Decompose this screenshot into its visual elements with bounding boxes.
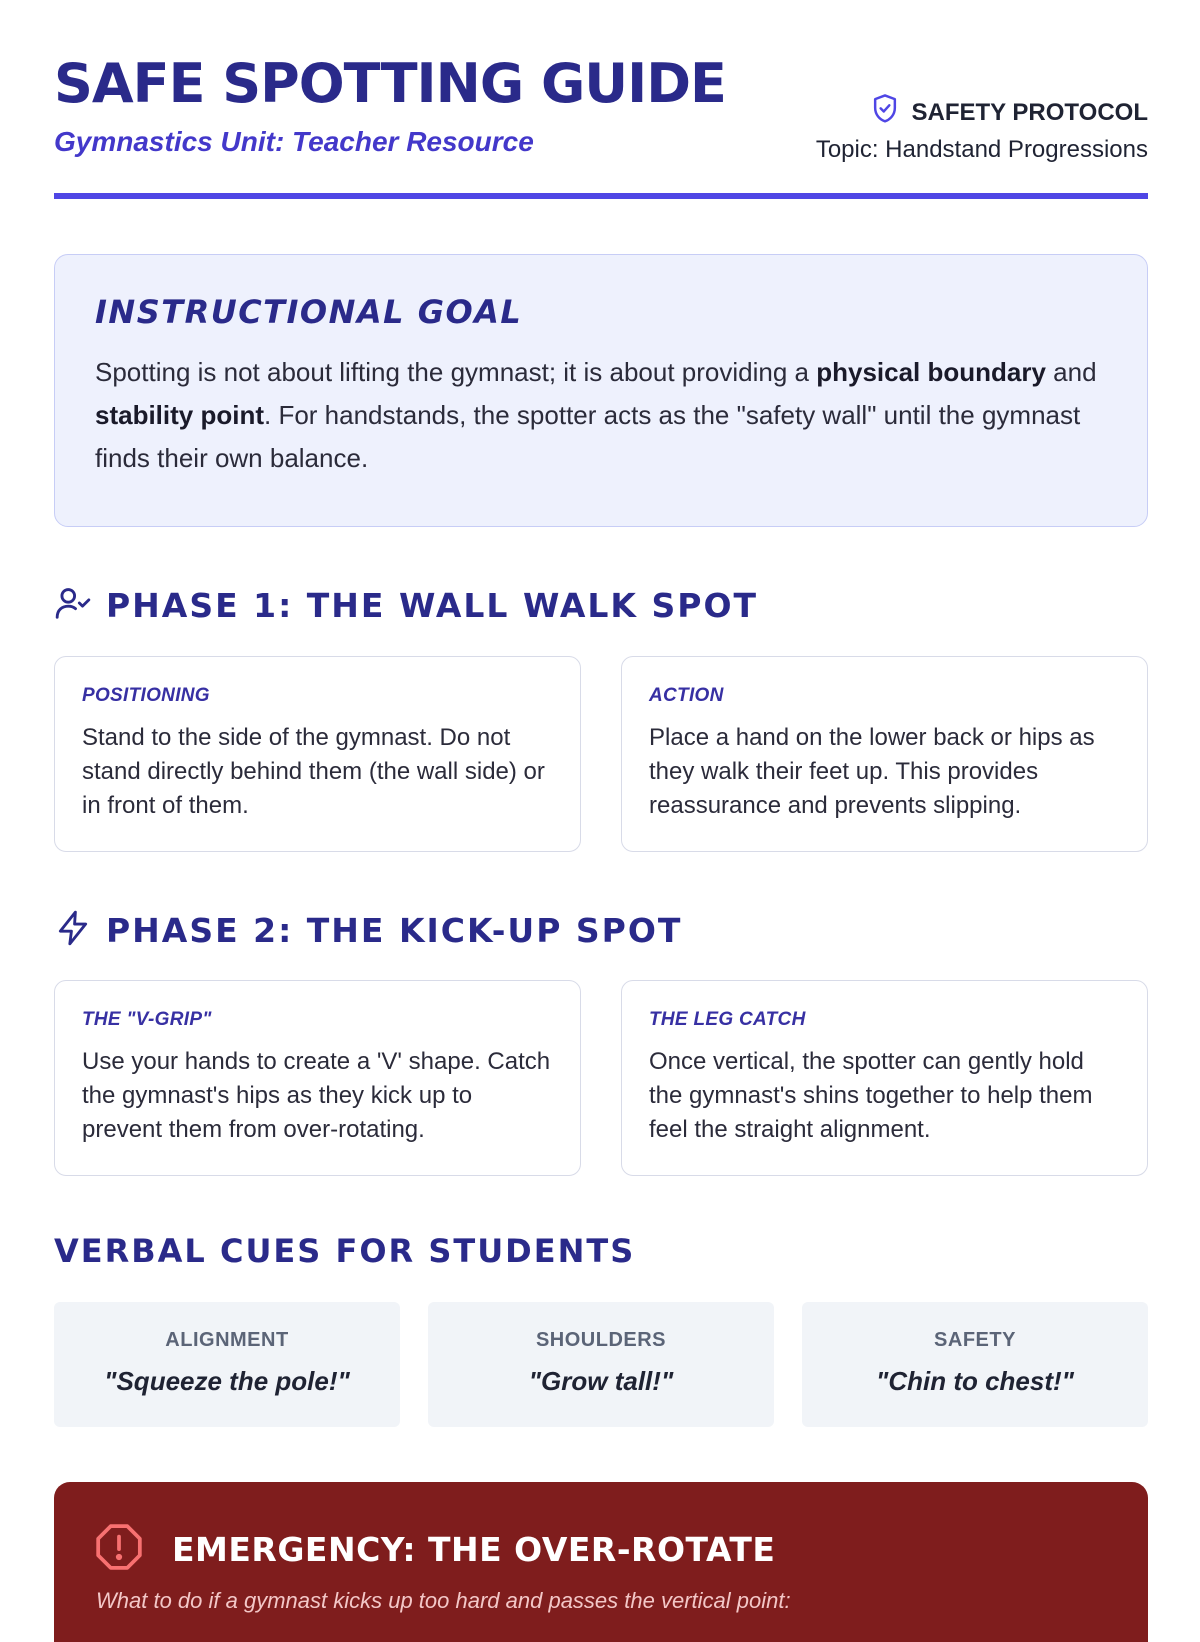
goal-text-part: . For handstands, the spotter acts as the "safety wall" until the gymnast finds their own balance.	[95, 400, 1081, 473]
card-label: ACTION	[649, 685, 724, 706]
goal-emphasis: stability point	[95, 400, 264, 430]
lightning-icon	[54, 908, 92, 953]
emergency-subtext: What to do if a gymnast kicks up too hard and passes the vertical point:	[96, 1588, 791, 1613]
emergency-heading: EMERGENCY: THE OVER-ROTATE	[172, 1530, 776, 1569]
shield-check-icon	[870, 93, 900, 132]
cue-text: "Squeeze the pole!"	[104, 1366, 350, 1396]
page-title: SAFE SPOTTING GUIDE	[54, 52, 726, 115]
user-check-icon	[54, 584, 92, 627]
card-text: Use your hands to create a 'V' shape. Catch the gymnast's hips as they kick up to prevent them from over-rotating.	[82, 1048, 551, 1143]
goal-heading: INSTRUCTIONAL GOAL	[95, 293, 523, 331]
phase2-heading: PHASE 2: THE KICK-UP SPOT	[106, 911, 683, 950]
cue-label: SHOULDERS	[535, 1329, 667, 1351]
card-text: Once vertical, the spotter can gently hold the gymnast's shins together to help them feel the straight alignment.	[649, 1048, 1093, 1143]
page-subtitle: Gymnastics Unit: Teacher Resource	[54, 126, 534, 157]
phase1-header	[54, 584, 758, 627]
cue-label: ALIGNMENT	[165, 1329, 289, 1351]
cue-card-alignment	[54, 1302, 400, 1427]
card-text: Stand to the side of the gymnast. Do not stand directly behind them (the wall side) or in front of them.	[82, 724, 545, 819]
phase2-card-v-grip	[54, 980, 581, 1176]
page	[54, 0, 1148, 1613]
safety-protocol-label: SAFETY PROTOCOL	[911, 98, 1148, 126]
cue-card-shoulders	[428, 1302, 774, 1427]
card-text: Place a hand on the lower back or hips as they walk their feet up. This provides reassurance and prevents slipping.	[649, 724, 1095, 819]
cue-text: "Chin to chest!"	[876, 1366, 1074, 1396]
cue-card-safety	[802, 1302, 1148, 1427]
instructional-goal-box	[54, 254, 1148, 527]
card-label: THE "V-GRIP"	[82, 1009, 212, 1030]
phase2-header	[54, 908, 682, 953]
verbal-cues-heading: VERBAL CUES FOR STUDENTS	[54, 1232, 636, 1270]
goal-text-part: and	[1045, 357, 1097, 387]
topic-label: Topic: Handstand Progressions	[815, 136, 1148, 163]
card-label: THE LEG CATCH	[649, 1009, 806, 1030]
emergency-header	[94, 1522, 775, 1577]
header	[54, 0, 1148, 200]
card-label: POSITIONING	[82, 685, 210, 706]
alert-circle-icon	[94, 1522, 144, 1577]
phase1-card-action	[621, 656, 1148, 852]
phase1-card-positioning	[54, 656, 581, 852]
goal-text-part: Spotting is not about lifting the gymnast; it is about providing a	[95, 357, 817, 387]
goal-text	[95, 351, 1107, 480]
header-divider	[54, 193, 1148, 199]
safety-protocol-badge	[870, 93, 1148, 132]
phase1-heading: PHASE 1: THE WALL WALK SPOT	[106, 586, 759, 625]
cue-text: "Grow tall!"	[528, 1366, 674, 1396]
cue-label: SAFETY	[934, 1329, 1016, 1351]
emergency-box	[54, 1482, 1148, 1642]
goal-emphasis: physical boundary	[816, 357, 1046, 387]
phase2-card-leg-catch	[621, 980, 1148, 1176]
